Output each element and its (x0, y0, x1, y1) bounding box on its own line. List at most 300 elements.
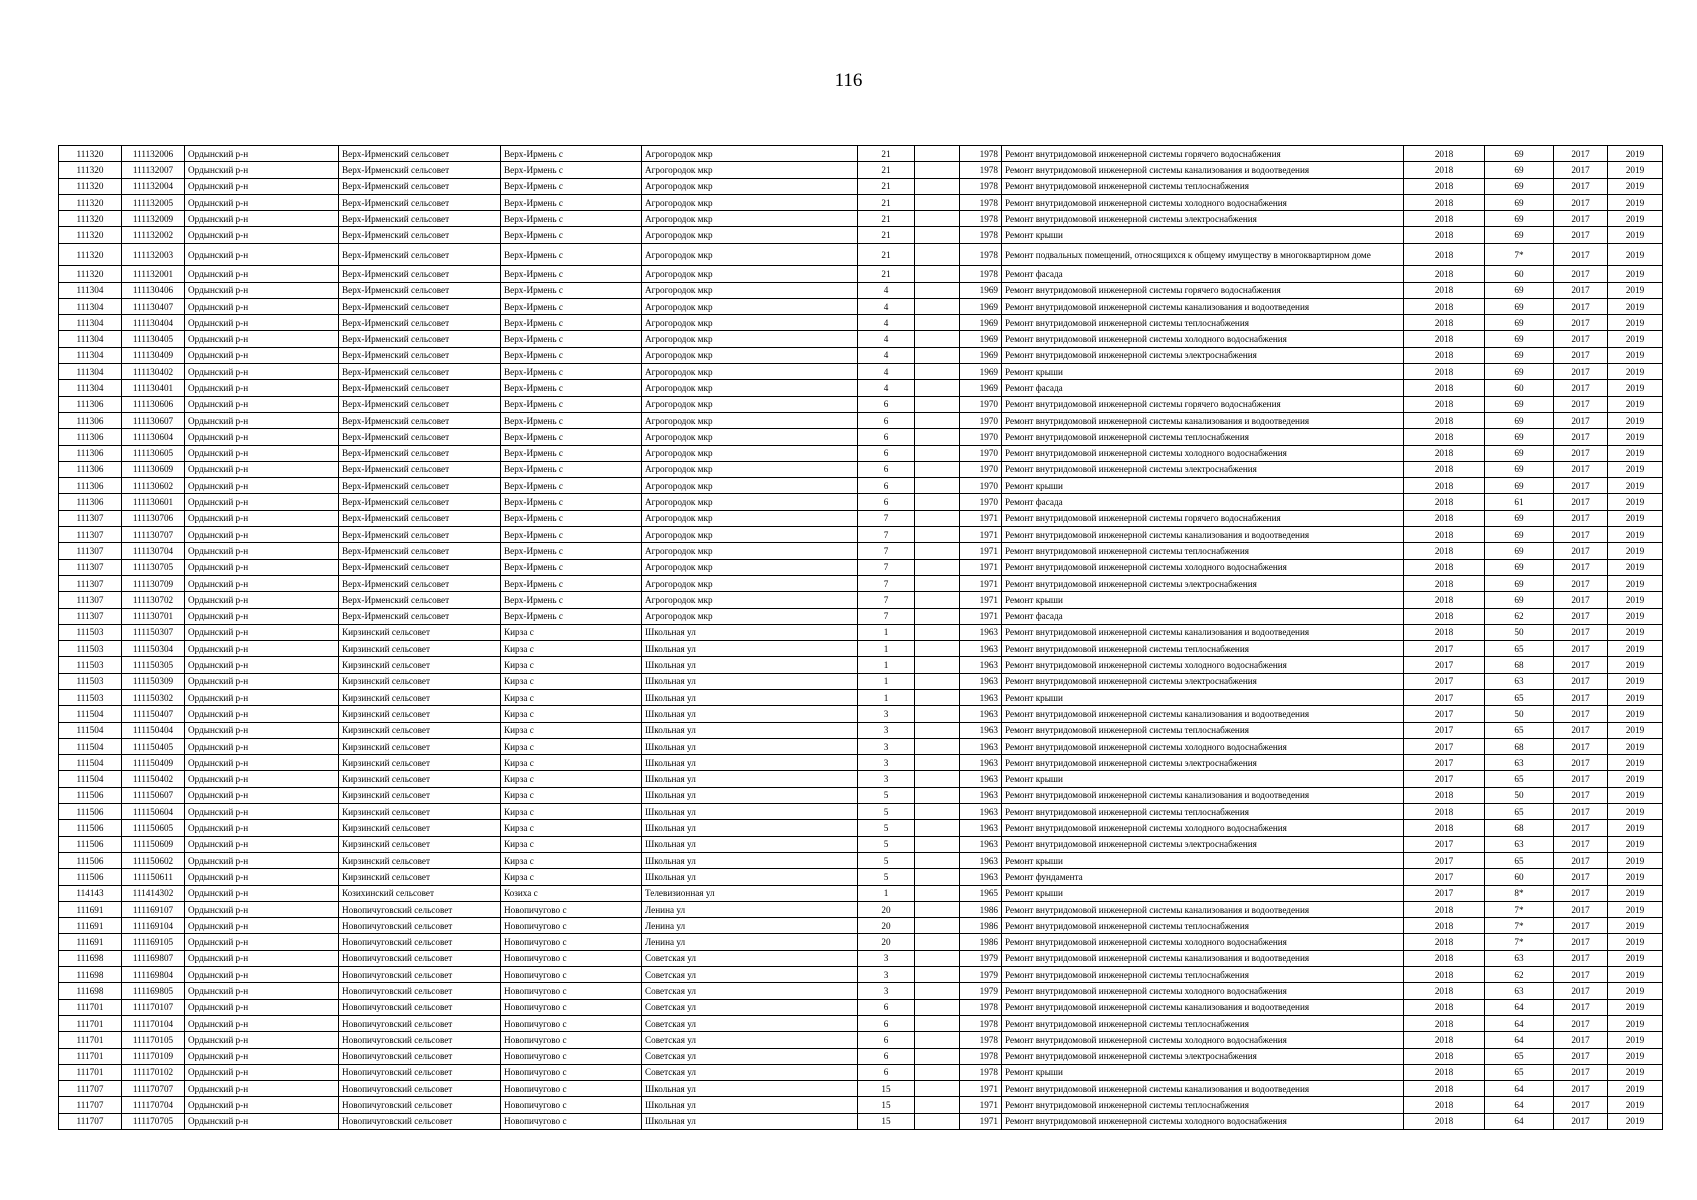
cell-house-code: 111307 (59, 559, 122, 575)
cell-street: Школьная ул (642, 657, 858, 673)
table-row (59, 885, 1663, 901)
cell-work-type: Ремонт внутридомовой инженерной системы холодного водоснабжения (1002, 331, 1404, 347)
cell-work-type: Ремонт внутридомовой инженерной системы канализования и водоотведения (1002, 162, 1404, 178)
cell-period-start: 2017 (1554, 706, 1608, 722)
cell-street: Советская ул (642, 1048, 858, 1064)
cell-period-start: 2017 (1554, 690, 1608, 706)
cell-period-start: 2017 (1554, 950, 1608, 966)
cell-house-code: 111504 (59, 755, 122, 771)
cell-house-code: 111306 (59, 461, 122, 477)
cell-period-end: 2019 (1608, 869, 1663, 885)
cell-work-type: Ремонт крыши (1002, 364, 1404, 380)
cell-locality: Верх-Ирмень с (501, 412, 642, 428)
cell-work-type: Ремонт фундамента (1002, 869, 1404, 885)
cell-work-code: 111132001 (122, 266, 185, 282)
cell-period-start: 2017 (1554, 836, 1608, 852)
cell-construction-year: 1970 (960, 429, 1002, 445)
cell-wear-percent: 7* (1485, 243, 1554, 266)
cell-settlement-council: Кирзинский сельсовет (339, 690, 501, 706)
cell-construction-year: 1986 (960, 934, 1002, 950)
cell-wear-percent: 65 (1485, 1064, 1554, 1080)
cell-plan-year: 2018 (1404, 510, 1485, 526)
cell-street: Школьная ул (642, 852, 858, 868)
cell-house-number: 7 (858, 559, 915, 575)
cell-house-code: 111307 (59, 510, 122, 526)
cell-work-code: 111130709 (122, 575, 185, 591)
cell-street: Агрогородок мкр (642, 243, 858, 266)
cell-plan-year: 2018 (1404, 227, 1485, 243)
cell-locality: Козиха с (501, 885, 642, 901)
cell-work-type: Ремонт внутридомовой инженерной системы электроснабжения (1002, 755, 1404, 771)
cell-building (915, 901, 960, 917)
cell-building (915, 575, 960, 591)
cell-period-start: 2017 (1554, 1113, 1608, 1129)
cell-district: Ордынский р-н (185, 478, 339, 494)
cell-house-code: 111691 (59, 934, 122, 950)
cell-building (915, 804, 960, 820)
cell-work-code: 111132005 (122, 194, 185, 210)
cell-street: Агрогородок мкр (642, 347, 858, 363)
cell-work-code: 111130609 (122, 461, 185, 477)
cell-district: Ордынский р-н (185, 396, 339, 412)
cell-wear-percent: 64 (1485, 1015, 1554, 1031)
cell-plan-year: 2018 (1404, 1113, 1485, 1129)
cell-settlement-council: Кирзинский сельсовет (339, 641, 501, 657)
cell-construction-year: 1971 (960, 592, 1002, 608)
cell-wear-percent: 69 (1485, 478, 1554, 494)
cell-house-code: 111320 (59, 227, 122, 243)
cell-building (915, 396, 960, 412)
cell-house-number: 6 (858, 429, 915, 445)
cell-work-code: 111150304 (122, 641, 185, 657)
table-row (59, 738, 1663, 754)
cell-house-number: 15 (858, 1081, 915, 1097)
cell-house-number: 1 (858, 657, 915, 673)
cell-building (915, 1032, 960, 1048)
cell-plan-year: 2018 (1404, 592, 1485, 608)
cell-work-type: Ремонт фасада (1002, 608, 1404, 624)
table-row (59, 227, 1663, 243)
cell-plan-year: 2018 (1404, 918, 1485, 934)
cell-street: Агрогородок мкр (642, 211, 858, 227)
cell-locality: Верх-Ирмень с (501, 178, 642, 194)
cell-street: Школьная ул (642, 836, 858, 852)
cell-period-start: 2017 (1554, 673, 1608, 689)
cell-street: Агрогородок мкр (642, 315, 858, 331)
cell-wear-percent: 69 (1485, 227, 1554, 243)
cell-house-code: 111304 (59, 298, 122, 314)
cell-construction-year: 1963 (960, 673, 1002, 689)
cell-district: Ордынский р-н (185, 298, 339, 314)
table-row (59, 608, 1663, 624)
cell-house-code: 111503 (59, 641, 122, 657)
cell-period-start: 2017 (1554, 559, 1608, 575)
cell-work-code: 111150407 (122, 706, 185, 722)
cell-district: Ордынский р-н (185, 1064, 339, 1080)
cell-period-start: 2017 (1554, 983, 1608, 999)
cell-work-type: Ремонт крыши (1002, 1064, 1404, 1080)
cell-street: Школьная ул (642, 755, 858, 771)
cell-building (915, 755, 960, 771)
cell-street: Школьная ул (642, 804, 858, 820)
cell-building (915, 1081, 960, 1097)
cell-house-number: 20 (858, 918, 915, 934)
cell-wear-percent: 69 (1485, 412, 1554, 428)
cell-period-start: 2017 (1554, 738, 1608, 754)
cell-house-code: 111504 (59, 738, 122, 754)
cell-district: Ордынский р-н (185, 901, 339, 917)
cell-district: Ордынский р-н (185, 1048, 339, 1064)
cell-plan-year: 2017 (1404, 852, 1485, 868)
cell-construction-year: 1963 (960, 869, 1002, 885)
cell-settlement-council: Верх-Ирменский сельсовет (339, 543, 501, 559)
cell-settlement-council: Верх-Ирменский сельсовет (339, 266, 501, 282)
cell-building (915, 999, 960, 1015)
cell-settlement-council: Верх-Ирменский сельсовет (339, 211, 501, 227)
cell-construction-year: 1969 (960, 380, 1002, 396)
cell-period-end: 2019 (1608, 885, 1663, 901)
cell-work-type: Ремонт внутридомовой инженерной системы горячего водоснабжения (1002, 396, 1404, 412)
cell-street: Агрогородок мкр (642, 227, 858, 243)
cell-construction-year: 1963 (960, 706, 1002, 722)
cell-district: Ордынский р-н (185, 885, 339, 901)
cell-settlement-council: Кирзинский сельсовет (339, 852, 501, 868)
cell-street: Агрогородок мкр (642, 559, 858, 575)
cell-work-type: Ремонт внутридомовой инженерной системы холодного водоснабжения (1002, 820, 1404, 836)
table-row (59, 690, 1663, 706)
cell-locality: Верх-Ирмень с (501, 315, 642, 331)
cell-period-start: 2017 (1554, 592, 1608, 608)
table-row (59, 1048, 1663, 1064)
cell-plan-year: 2018 (1404, 146, 1485, 162)
cell-building (915, 266, 960, 282)
table-row (59, 445, 1663, 461)
cell-house-code: 111304 (59, 364, 122, 380)
cell-plan-year: 2017 (1404, 706, 1485, 722)
cell-district: Ордынский р-н (185, 227, 339, 243)
cell-locality: Новопичугово с (501, 983, 642, 999)
cell-period-end: 2019 (1608, 1097, 1663, 1113)
cell-house-code: 111504 (59, 706, 122, 722)
cell-street: Школьная ул (642, 641, 858, 657)
cell-street: Советская ул (642, 999, 858, 1015)
table-row (59, 755, 1663, 771)
cell-period-start: 2017 (1554, 510, 1608, 526)
cell-work-type: Ремонт внутридомовой инженерной системы канализования и водоотведения (1002, 787, 1404, 803)
cell-period-start: 2017 (1554, 918, 1608, 934)
cell-work-code: 111169104 (122, 918, 185, 934)
cell-work-code: 111132003 (122, 243, 185, 266)
cell-work-code: 111170707 (122, 1081, 185, 1097)
cell-work-code: 111130409 (122, 347, 185, 363)
cell-settlement-council: Верх-Ирменский сельсовет (339, 347, 501, 363)
cell-construction-year: 1971 (960, 510, 1002, 526)
cell-construction-year: 1979 (960, 967, 1002, 983)
cell-period-start: 2017 (1554, 543, 1608, 559)
cell-plan-year: 2018 (1404, 527, 1485, 543)
cell-work-code: 111132002 (122, 227, 185, 243)
cell-building (915, 227, 960, 243)
table-body (59, 146, 1663, 1130)
table-row (59, 331, 1663, 347)
cell-wear-percent: 69 (1485, 575, 1554, 591)
cell-house-code: 111304 (59, 331, 122, 347)
cell-house-code: 111698 (59, 967, 122, 983)
cell-work-type: Ремонт внутридомовой инженерной системы теплоснабжения (1002, 967, 1404, 983)
cell-house-code: 111307 (59, 608, 122, 624)
cell-construction-year: 1971 (960, 559, 1002, 575)
page-number: 116 (834, 70, 863, 91)
cell-building (915, 347, 960, 363)
cell-period-end: 2019 (1608, 559, 1663, 575)
cell-house-code: 111701 (59, 1032, 122, 1048)
cell-period-start: 2017 (1554, 657, 1608, 673)
cell-period-start: 2017 (1554, 885, 1608, 901)
cell-plan-year: 2018 (1404, 429, 1485, 445)
cell-district: Ордынский р-н (185, 364, 339, 380)
cell-wear-percent: 69 (1485, 592, 1554, 608)
cell-work-type: Ремонт внутридомовой инженерной системы теплоснабжения (1002, 722, 1404, 738)
cell-period-end: 2019 (1608, 396, 1663, 412)
cell-house-number: 5 (858, 852, 915, 868)
cell-locality: Верх-Ирмень с (501, 347, 642, 363)
cell-house-code: 111691 (59, 901, 122, 917)
cell-district: Ордынский р-н (185, 315, 339, 331)
cell-plan-year: 2018 (1404, 461, 1485, 477)
cell-locality: Кирза с (501, 624, 642, 640)
cell-locality: Новопичугово с (501, 918, 642, 934)
cell-period-end: 2019 (1608, 445, 1663, 461)
cell-plan-year: 2018 (1404, 624, 1485, 640)
cell-wear-percent: 7* (1485, 901, 1554, 917)
cell-work-code: 111169105 (122, 934, 185, 950)
cell-work-type: Ремонт внутридомовой инженерной системы канализования и водоотведения (1002, 901, 1404, 917)
cell-wear-percent: 61 (1485, 494, 1554, 510)
cell-construction-year: 1969 (960, 331, 1002, 347)
cell-settlement-council: Кирзинский сельсовет (339, 624, 501, 640)
cell-work-code: 111150404 (122, 722, 185, 738)
cell-work-code: 111130704 (122, 543, 185, 559)
cell-period-end: 2019 (1608, 347, 1663, 363)
cell-street: Советская ул (642, 983, 858, 999)
cell-period-end: 2019 (1608, 282, 1663, 298)
cell-district: Ордынский р-н (185, 527, 339, 543)
cell-street: Агрогородок мкр (642, 510, 858, 526)
cell-period-end: 2019 (1608, 543, 1663, 559)
cell-work-type: Ремонт подвальных помещений, относящихся к общему имуществу в многоквартирном доме (1002, 243, 1404, 266)
cell-period-end: 2019 (1608, 1064, 1663, 1080)
cell-house-number: 7 (858, 575, 915, 591)
cell-house-number: 4 (858, 347, 915, 363)
cell-plan-year: 2018 (1404, 298, 1485, 314)
table-row (59, 641, 1663, 657)
cell-period-end: 2019 (1608, 901, 1663, 917)
cell-building (915, 1097, 960, 1113)
cell-settlement-council: Верх-Ирменский сельсовет (339, 608, 501, 624)
cell-street: Агрогородок мкр (642, 178, 858, 194)
cell-house-number: 21 (858, 266, 915, 282)
cell-construction-year: 1970 (960, 412, 1002, 428)
cell-period-end: 2019 (1608, 1015, 1663, 1031)
cell-house-code: 111504 (59, 771, 122, 787)
cell-work-type: Ремонт внутридомовой инженерной системы горячего водоснабжения (1002, 282, 1404, 298)
table-row (59, 901, 1663, 917)
cell-period-start: 2017 (1554, 282, 1608, 298)
cell-street: Школьная ул (642, 1081, 858, 1097)
cell-work-code: 111150607 (122, 787, 185, 803)
cell-work-code: 111130706 (122, 510, 185, 526)
cell-house-code: 111320 (59, 178, 122, 194)
cell-construction-year: 1969 (960, 282, 1002, 298)
cell-building (915, 722, 960, 738)
cell-building (915, 243, 960, 266)
cell-construction-year: 1970 (960, 461, 1002, 477)
cell-street: Школьная ул (642, 673, 858, 689)
cell-period-start: 2017 (1554, 934, 1608, 950)
cell-locality: Верх-Ирмень с (501, 592, 642, 608)
cell-wear-percent: 63 (1485, 983, 1554, 999)
cell-work-code: 111130606 (122, 396, 185, 412)
cell-period-start: 2017 (1554, 178, 1608, 194)
cell-work-type: Ремонт внутридомовой инженерной системы теплоснабжения (1002, 918, 1404, 934)
cell-wear-percent: 64 (1485, 1113, 1554, 1129)
cell-construction-year: 1970 (960, 445, 1002, 461)
cell-house-number: 6 (858, 1048, 915, 1064)
cell-work-type: Ремонт крыши (1002, 771, 1404, 787)
cell-building (915, 298, 960, 314)
cell-house-code: 111307 (59, 527, 122, 543)
cell-construction-year: 1963 (960, 852, 1002, 868)
cell-street: Агрогородок мкр (642, 146, 858, 162)
cell-work-type: Ремонт крыши (1002, 690, 1404, 706)
table-row (59, 918, 1663, 934)
cell-district: Ордынский р-н (185, 852, 339, 868)
cell-locality: Верх-Ирмень с (501, 243, 642, 266)
cell-period-start: 2017 (1554, 266, 1608, 282)
cell-construction-year: 1978 (960, 178, 1002, 194)
cell-construction-year: 1963 (960, 787, 1002, 803)
table-row (59, 852, 1663, 868)
table-row (59, 364, 1663, 380)
cell-period-end: 2019 (1608, 510, 1663, 526)
cell-building (915, 934, 960, 950)
cell-wear-percent: 60 (1485, 869, 1554, 885)
cell-work-type: Ремонт внутридомовой инженерной системы теплоснабжения (1002, 178, 1404, 194)
cell-wear-percent: 8* (1485, 885, 1554, 901)
cell-locality: Кирза с (501, 657, 642, 673)
cell-construction-year: 1963 (960, 820, 1002, 836)
cell-work-type: Ремонт внутридомовой инженерной системы канализования и водоотведения (1002, 527, 1404, 543)
cell-construction-year: 1971 (960, 608, 1002, 624)
table-row (59, 494, 1663, 510)
cell-period-start: 2017 (1554, 380, 1608, 396)
table-row (59, 999, 1663, 1015)
table-row (59, 315, 1663, 331)
cell-work-code: 111169804 (122, 967, 185, 983)
cell-house-code: 111304 (59, 315, 122, 331)
cell-building (915, 162, 960, 178)
cell-street: Ленина ул (642, 934, 858, 950)
cell-period-end: 2019 (1608, 771, 1663, 787)
cell-house-code: 111503 (59, 624, 122, 640)
cell-construction-year: 1963 (960, 755, 1002, 771)
table-row (59, 836, 1663, 852)
cell-period-start: 2017 (1554, 162, 1608, 178)
cell-work-code: 111130601 (122, 494, 185, 510)
cell-district: Ордынский р-н (185, 755, 339, 771)
cell-locality: Кирза с (501, 690, 642, 706)
cell-house-number: 6 (858, 1015, 915, 1031)
cell-construction-year: 1963 (960, 738, 1002, 754)
cell-work-code: 111150604 (122, 804, 185, 820)
cell-house-number: 15 (858, 1113, 915, 1129)
cell-building (915, 1113, 960, 1129)
cell-building (915, 194, 960, 210)
cell-house-code: 111306 (59, 412, 122, 428)
cell-building (915, 510, 960, 526)
cell-period-end: 2019 (1608, 461, 1663, 477)
cell-plan-year: 2017 (1404, 755, 1485, 771)
cell-district: Ордынский р-н (185, 722, 339, 738)
cell-period-end: 2019 (1608, 146, 1663, 162)
cell-wear-percent: 69 (1485, 315, 1554, 331)
cell-period-start: 2017 (1554, 901, 1608, 917)
cell-wear-percent: 64 (1485, 1097, 1554, 1113)
cell-work-type: Ремонт внутридомовой инженерной системы холодного водоснабжения (1002, 194, 1404, 210)
cell-work-code: 111150302 (122, 690, 185, 706)
cell-house-code: 111506 (59, 787, 122, 803)
cell-wear-percent: 63 (1485, 950, 1554, 966)
cell-work-code: 111150609 (122, 836, 185, 852)
cell-period-end: 2019 (1608, 950, 1663, 966)
cell-house-code: 111304 (59, 380, 122, 396)
cell-period-start: 2017 (1554, 298, 1608, 314)
cell-building (915, 918, 960, 934)
cell-house-code: 111503 (59, 690, 122, 706)
cell-house-number: 1 (858, 624, 915, 640)
cell-plan-year: 2018 (1404, 787, 1485, 803)
cell-plan-year: 2018 (1404, 983, 1485, 999)
cell-locality: Верх-Ирмень с (501, 162, 642, 178)
cell-wear-percent: 63 (1485, 755, 1554, 771)
cell-settlement-council: Новопичуговский сельсовет (339, 967, 501, 983)
cell-building (915, 429, 960, 445)
cell-district: Ордынский р-н (185, 347, 339, 363)
table-row (59, 178, 1663, 194)
cell-building (915, 364, 960, 380)
cell-plan-year: 2017 (1404, 771, 1485, 787)
cell-street: Школьная ул (642, 1097, 858, 1113)
cell-district: Ордынский р-н (185, 657, 339, 673)
cell-building (915, 787, 960, 803)
cell-plan-year: 2018 (1404, 396, 1485, 412)
cell-period-end: 2019 (1608, 690, 1663, 706)
cell-period-end: 2019 (1608, 1048, 1663, 1064)
cell-construction-year: 1979 (960, 983, 1002, 999)
cell-house-number: 6 (858, 445, 915, 461)
cell-settlement-council: Козихинский сельсовет (339, 885, 501, 901)
cell-house-code: 111707 (59, 1081, 122, 1097)
cell-district: Ордынский р-н (185, 983, 339, 999)
cell-period-end: 2019 (1608, 380, 1663, 396)
cell-house-code: 111701 (59, 1064, 122, 1080)
cell-locality: Верх-Ирмень с (501, 282, 642, 298)
cell-construction-year: 1963 (960, 804, 1002, 820)
cell-settlement-council: Верх-Ирменский сельсовет (339, 194, 501, 210)
table-row (59, 804, 1663, 820)
table-row (59, 624, 1663, 640)
cell-wear-percent: 69 (1485, 178, 1554, 194)
